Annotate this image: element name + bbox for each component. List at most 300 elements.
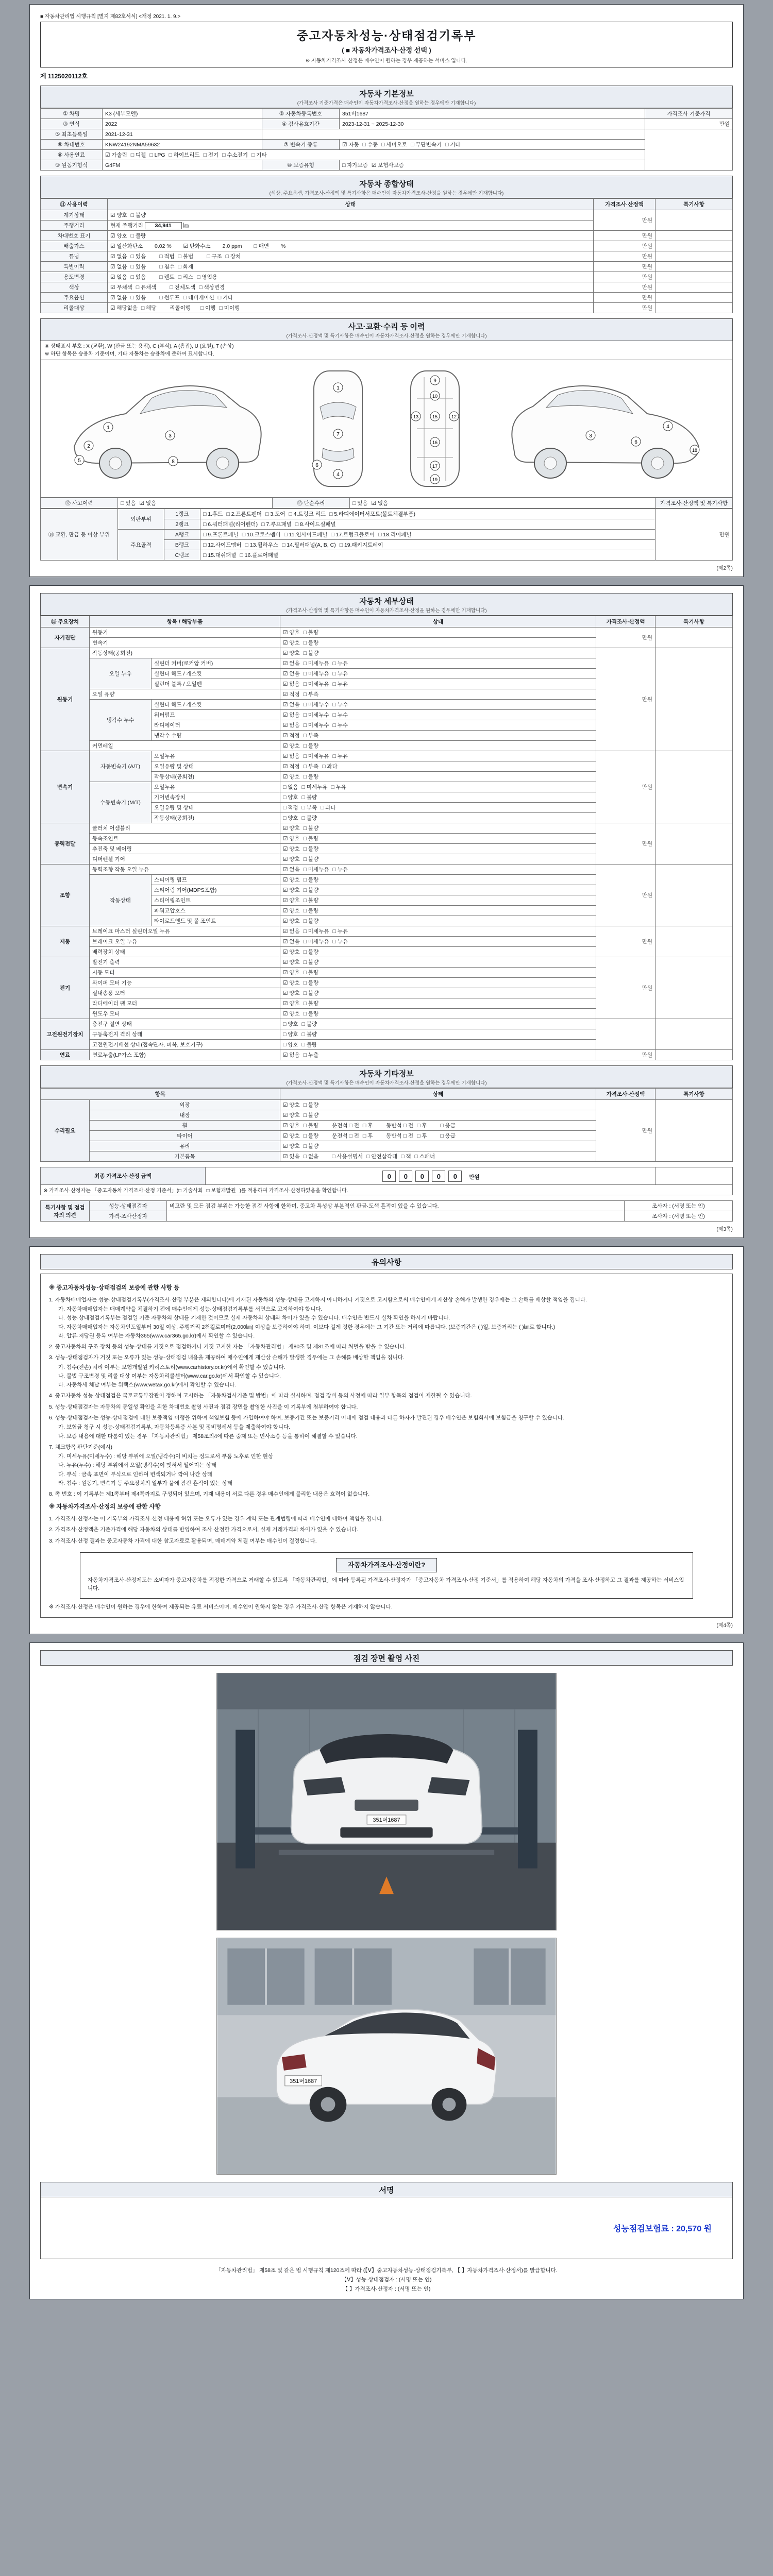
- checkbox-checked[interactable]: ☑ 탄화수소: [183, 243, 211, 249]
- checkbox-unchecked[interactable]: □ 불량: [303, 630, 319, 636]
- row-label: 휠: [90, 1121, 280, 1131]
- svg-text:7: 7: [337, 432, 340, 437]
- tuning-cell: [108, 251, 594, 262]
- price-cell: 만원: [594, 231, 656, 241]
- table-row: [41, 509, 733, 519]
- rank-label: 1랭크: [164, 509, 200, 519]
- checkbox-unchecked[interactable]: □ 불량: [303, 650, 319, 656]
- checkbox-unchecked[interactable]: □ 응급: [440, 1123, 456, 1129]
- checkbox-unchecked[interactable]: □ LPG: [149, 152, 165, 158]
- rankC-checks: [200, 550, 656, 561]
- checkbox-unchecked[interactable]: □ 부족: [303, 733, 319, 739]
- notice-blocks: [49, 1284, 724, 1545]
- checkbox-unchecked[interactable]: □ 하이브리드: [169, 152, 200, 158]
- checkbox-unchecked[interactable]: □ 5.라디에이터서포트(볼트체결부품): [329, 511, 416, 517]
- price-cell: 만원: [594, 293, 656, 303]
- checkbox-unchecked[interactable]: □ 누출: [303, 1052, 319, 1058]
- checkbox-unchecked[interactable]: □ 불량: [303, 959, 319, 965]
- checkbox-checked[interactable]: ☑ 양호: [283, 887, 300, 893]
- checkbox-checked[interactable]: ☑ 양호: [283, 640, 300, 646]
- checkbox-checked[interactable]: ☑ 양호: [283, 1123, 300, 1129]
- item-label: 발전기 출력: [90, 957, 280, 968]
- checkbox-unchecked[interactable]: □ 기타: [251, 152, 267, 158]
- warranty-checks: [340, 160, 645, 171]
- inspector-role: 성능·상태점검자: [90, 1201, 167, 1211]
- checkbox-unchecked[interactable]: □ 미세누유: [303, 867, 329, 873]
- item-label: 작동상태(공회전): [152, 813, 280, 823]
- checkbox-unchecked[interactable]: □ 부족: [303, 764, 319, 770]
- rear-license-plate: 351버1687: [290, 2078, 317, 2084]
- checkbox-unchecked[interactable]: □ 14.필러패널(A, B, C): [282, 542, 336, 548]
- checkbox-unchecked[interactable]: □ 네비게이션: [183, 295, 214, 301]
- checkbox-unchecked[interactable]: □ 4.트렁크 리드: [289, 511, 326, 517]
- checkbox-unchecked[interactable]: □ 누유: [332, 939, 348, 945]
- col-remark: 특기사항: [656, 199, 733, 210]
- checkbox-checked[interactable]: ☑ 양호: [283, 949, 300, 955]
- row-label: 기본품목: [90, 1151, 280, 1162]
- checkbox-unchecked[interactable]: □ 2.프론트펜더: [226, 511, 262, 517]
- item-label: 고전원전기배선 상태(접속단자, 피복, 보호기구): [90, 1040, 280, 1050]
- checkbox-checked[interactable]: ☑ 양호: [110, 233, 127, 239]
- checkbox-unchecked[interactable]: □ 불량: [303, 1112, 319, 1118]
- final-price-unit: 만원: [469, 1174, 480, 1180]
- checkbox-checked[interactable]: ☑ 양호: [283, 856, 300, 862]
- checkbox-unchecked[interactable]: □ 무단변속기: [411, 142, 442, 148]
- checkbox-unchecked[interactable]: □ 기술사회: [178, 1188, 203, 1194]
- checkbox-unchecked[interactable]: □ 불법: [178, 253, 194, 260]
- checkbox-unchecked[interactable]: □ 불량: [303, 825, 319, 832]
- checkbox-unchecked[interactable]: □ 불량: [303, 640, 319, 646]
- checkbox-checked[interactable]: ☑ 양호: [283, 1133, 300, 1139]
- checkbox-unchecked[interactable]: □ 불량: [303, 980, 319, 986]
- checkbox-checked[interactable]: ☑ 양호: [283, 990, 300, 996]
- checkbox-checked[interactable]: ☑ 없음: [283, 681, 300, 687]
- checkbox-unchecked[interactable]: □ 미세누수: [303, 722, 329, 728]
- checkbox-checked[interactable]: ☑ 양호: [283, 980, 300, 986]
- remark-cell: [656, 823, 733, 865]
- checkbox-unchecked[interactable]: □ 미세누유: [303, 753, 329, 759]
- checkbox-unchecked[interactable]: □ 15.대쉬패널: [203, 552, 237, 558]
- checkbox-checked[interactable]: ☑ 무채색: [110, 284, 132, 291]
- checkbox-checked[interactable]: ☑ 없음: [110, 264, 127, 270]
- checkbox-unchecked[interactable]: □ 있음: [130, 264, 146, 270]
- checkbox-unchecked[interactable]: □ 9.프론트패널: [203, 532, 239, 538]
- row-label: 유리: [90, 1141, 280, 1151]
- checkbox-unchecked[interactable]: □ 누유: [332, 867, 348, 873]
- diagram-number-1: [104, 422, 113, 432]
- table-row: [41, 1185, 733, 1195]
- checkbox-checked[interactable]: ☑ 있음: [283, 1154, 300, 1160]
- checkbox-checked[interactable]: ☑ 적정: [283, 691, 300, 698]
- remark-cell: [656, 957, 733, 1019]
- checkbox-unchecked[interactable]: □ 3.도어: [265, 511, 285, 517]
- checkbox-unchecked[interactable]: □ 19.패키지트레이: [339, 542, 383, 548]
- detail-row: [41, 823, 733, 834]
- checkbox-checked[interactable]: ☑ 양호: [283, 650, 300, 656]
- checkbox-checked[interactable]: ☑ 자동: [342, 142, 359, 148]
- checkbox-unchecked[interactable]: □ 과다: [321, 805, 336, 811]
- inspector-opinion-text: 비고란 및 모든 점검 부위는 가능한 점검 사항에 한하며, 중고차 특성상 부분적인 판금·도색 흔적이 있을 수 있습니다.: [167, 1201, 625, 1211]
- checkbox-checked[interactable]: ☑ 양호: [283, 877, 300, 883]
- inspector-opinion-table: [40, 1200, 733, 1222]
- checkbox-checked[interactable]: ☑ 없음: [283, 712, 300, 718]
- checkbox-checked[interactable]: ☑ 일산화탄소: [110, 243, 143, 249]
- checkbox-checked[interactable]: ☑ 양호: [283, 970, 300, 976]
- checkbox-checked[interactable]: ☑ 없음: [283, 753, 300, 759]
- checkbox-unchecked[interactable]: □ 7.루프패널: [261, 521, 292, 528]
- page-marker: (제2쪽): [716, 566, 733, 571]
- svg-text:6: 6: [634, 439, 638, 445]
- notice-body: [40, 1274, 733, 1618]
- checkbox-checked[interactable]: ☑ 양호: [283, 825, 300, 832]
- checkbox-unchecked[interactable]: □ 사용설명서: [332, 1154, 363, 1160]
- diagram-number-3: [165, 431, 175, 440]
- svg-text:19: 19: [432, 477, 438, 482]
- checkbox-checked[interactable]: ☑ 적정: [283, 764, 300, 770]
- remark-cell: [656, 262, 733, 272]
- checkbox-unchecked[interactable]: □ 렌트: [159, 274, 175, 280]
- options-cell: [108, 293, 594, 303]
- checkbox-unchecked[interactable]: □ 불량: [303, 1123, 319, 1129]
- checkbox-unchecked[interactable]: □ 불량: [303, 856, 319, 862]
- checkbox-unchecked[interactable]: □ 불량: [301, 1031, 317, 1038]
- checkbox-unchecked[interactable]: □ 장치: [225, 253, 241, 260]
- price-digit: 0: [399, 1171, 412, 1182]
- checkbox-unchecked[interactable]: □ 기타: [445, 142, 461, 148]
- checkbox-unchecked[interactable]: □ 전기: [203, 152, 219, 158]
- checkbox-unchecked[interactable]: □ 전: [403, 1123, 413, 1129]
- table-row: [41, 272, 733, 282]
- checkbox-unchecked[interactable]: □ 해당: [141, 305, 157, 311]
- accident-history-checks: [118, 498, 273, 509]
- meter-state-checks: [108, 210, 594, 221]
- checkbox-unchecked[interactable]: □ 미세누유: [303, 660, 329, 667]
- checkbox-unchecked[interactable]: □ 불량: [301, 1021, 317, 1027]
- checkbox-unchecked[interactable]: □ 16.플로어패널: [240, 552, 279, 558]
- table-row: [41, 1100, 733, 1110]
- checkbox-unchecked[interactable]: □ 11.인사이드패널: [284, 532, 328, 538]
- price-cell: 만원: [596, 1050, 656, 1060]
- checkbox-unchecked[interactable]: □ 누유: [331, 784, 346, 790]
- checkbox-checked[interactable]: ☑ 양호: [283, 1102, 300, 1108]
- checkbox-unchecked[interactable]: □ 12.사이드멤버: [203, 542, 242, 548]
- item-state-checks: [280, 865, 596, 875]
- detail-row: [41, 926, 733, 937]
- checkbox-unchecked[interactable]: □ 보험개발원: [206, 1188, 236, 1194]
- price-appraisal-infobox: [80, 1552, 693, 1599]
- checkbox-checked[interactable]: ☑ 양호: [283, 897, 300, 904]
- col-state: 상태: [280, 616, 596, 628]
- checkbox-unchecked[interactable]: □ 있음: [352, 500, 368, 506]
- item-state-checks: [280, 947, 596, 957]
- checkbox-unchecked[interactable]: □ 잭: [401, 1154, 411, 1160]
- field-label: ⑤ 최초등록일: [41, 129, 103, 140]
- checkbox-unchecked[interactable]: □ 미세누수: [303, 702, 329, 708]
- price-cell: 만원: [596, 648, 656, 751]
- item-label: 충전구 절연 상태: [90, 1019, 280, 1029]
- checkbox-checked[interactable]: ☑ 양호: [283, 774, 300, 780]
- checkbox-checked[interactable]: ☑ 없음: [283, 928, 300, 935]
- checkbox-unchecked[interactable]: □ 있음: [130, 253, 146, 260]
- item-state-checks: [280, 1009, 596, 1019]
- checkbox-checked[interactable]: ☑ 양호: [283, 630, 300, 636]
- rankB-checks: [200, 540, 656, 550]
- checkbox-unchecked[interactable]: □ 8.사이드실패널: [295, 521, 336, 528]
- checkbox-unchecked[interactable]: □ 자가보증: [342, 162, 368, 168]
- checkbox-unchecked[interactable]: □ 침수: [159, 264, 175, 270]
- checkbox-unchecked[interactable]: □ 불량: [303, 990, 319, 996]
- checkbox-unchecked[interactable]: □ 불량: [303, 1001, 319, 1007]
- item-state-checks: [280, 978, 596, 988]
- price-cell: 만원: [596, 957, 656, 1019]
- device-name: 전기: [41, 957, 90, 1019]
- checkbox-unchecked[interactable]: □ 불량: [130, 233, 146, 239]
- checkbox-unchecked[interactable]: □ 불량: [303, 918, 319, 924]
- checkbox-unchecked[interactable]: □ 스패너: [414, 1154, 435, 1160]
- checkbox-checked[interactable]: ☑ 없음: [110, 253, 127, 260]
- document-number: 제 1125020112호: [40, 73, 88, 80]
- diagram-number-19: [430, 474, 440, 484]
- rank-label: A랭크: [164, 530, 200, 540]
- checkbox-unchecked[interactable]: □ 양호: [283, 815, 298, 821]
- checkbox-checked[interactable]: ☑ 양호: [283, 836, 300, 842]
- checkbox-unchecked[interactable]: □ 불량: [303, 1102, 319, 1108]
- checkbox-unchecked[interactable]: □ 미세누수: [303, 712, 329, 718]
- checkbox-checked[interactable]: ☑ 없음: [283, 1052, 300, 1058]
- table-row: [41, 498, 733, 509]
- checkbox-unchecked[interactable]: □ 없음: [303, 1154, 319, 1160]
- item-state-checks: [280, 648, 596, 658]
- wheel-driver-label: 운전석: [332, 1123, 348, 1129]
- checkbox-unchecked[interactable]: □ 불량: [303, 970, 319, 976]
- checkbox-unchecked[interactable]: □ 18.리어패널: [378, 532, 412, 538]
- col-item: 항목 / 해당부품: [90, 616, 280, 628]
- item-state-checks: [280, 926, 596, 937]
- checkbox-unchecked[interactable]: □ 6.쿼터패널(리어펜더): [203, 521, 258, 528]
- section-signature: [40, 2182, 733, 2197]
- checkbox-unchecked[interactable]: □ 수동: [362, 142, 378, 148]
- co-value: 0.02 %: [155, 243, 172, 249]
- checkbox-unchecked[interactable]: □ 불량: [303, 897, 319, 904]
- checkbox-unchecked[interactable]: □ 썬루프: [159, 295, 180, 301]
- checkbox-unchecked[interactable]: □ 불량: [303, 836, 319, 842]
- legend-line-1: ※ 상태표시 부호 : X (교환), W (판금 또는 용접), C (부식), A (흠집), U (요철), T (손상): [45, 344, 234, 349]
- checkbox-unchecked[interactable]: □ 불량: [303, 1011, 319, 1017]
- col-state: 상태: [108, 199, 594, 210]
- item-state-checks: [280, 937, 596, 947]
- checkbox-unchecked[interactable]: □ 있음: [130, 274, 146, 280]
- field-label: ⑩ 보증유형: [262, 160, 340, 171]
- glass-checks: [280, 1141, 596, 1151]
- checkbox-unchecked[interactable]: □ 17.트렁크플로어: [331, 532, 375, 538]
- checkbox-checked[interactable]: ☑ 가솔린: [105, 152, 127, 158]
- checkbox-checked[interactable]: ☑ 적정: [283, 733, 300, 739]
- checkbox-checked[interactable]: ☑ 없음: [283, 867, 300, 873]
- hc-check: [183, 243, 214, 249]
- checkbox-unchecked[interactable]: □ 누유: [332, 671, 348, 677]
- checkbox-unchecked[interactable]: □ 미세누유: [303, 939, 329, 945]
- checkbox-checked[interactable]: ☑ 없음: [283, 702, 300, 708]
- checkbox-unchecked[interactable]: □ 이행: [200, 305, 216, 311]
- standard-book-checks: [178, 1188, 240, 1194]
- checkbox-unchecked[interactable]: □ 불량: [303, 877, 319, 883]
- checkbox-checked[interactable]: ☑ 없음: [283, 939, 300, 945]
- checkbox-checked[interactable]: ☑ 없음: [371, 500, 389, 506]
- checkbox-unchecked[interactable]: □ 누수: [332, 702, 348, 708]
- car-diagram-rear-quarter: [498, 364, 714, 493]
- diagram-number-9: [430, 376, 440, 385]
- checkbox-checked[interactable]: ☑ 양호: [283, 1011, 300, 1017]
- checkbox-checked[interactable]: ☑ 없음: [110, 274, 127, 280]
- checkbox-checked[interactable]: ☑ 양호: [110, 212, 127, 218]
- infobox-title: 자동차가격조사·산정이란?: [336, 1558, 437, 1572]
- checkbox-checked[interactable]: ☑ 없음: [283, 671, 300, 677]
- checkbox-unchecked[interactable]: □ 화재: [178, 264, 194, 270]
- diagram-number-5: [75, 455, 84, 465]
- checkbox-unchecked[interactable]: □ 미세누유: [303, 681, 329, 687]
- checkbox-unchecked[interactable]: □ 불량: [303, 774, 319, 780]
- inspector-sign: 조사자 : (서명 또는 인): [625, 1201, 733, 1211]
- checkbox-unchecked[interactable]: □ 누유: [332, 681, 348, 687]
- checkbox-checked[interactable]: ☑ 양호: [283, 918, 300, 924]
- checkbox-checked[interactable]: ☑ 없음: [283, 722, 300, 728]
- checkbox-unchecked[interactable]: □ 전체도색: [170, 284, 196, 291]
- checkbox-checked[interactable]: ☑ 양호: [283, 959, 300, 965]
- notice-sub: 나. 누유(누수) : 해당 부위에서 오일(냉각수)이 맺혀서 떨어지는 상태: [58, 1462, 216, 1469]
- checkbox-unchecked[interactable]: □ 매연: [254, 243, 269, 249]
- checkbox-unchecked[interactable]: □ 양호: [283, 1031, 298, 1038]
- checkbox-unchecked[interactable]: □ 미세누유: [301, 784, 328, 790]
- diagram-number-10: [430, 391, 440, 400]
- item-state-checks: [280, 813, 596, 823]
- detail-row: [41, 865, 733, 875]
- checkbox-unchecked[interactable]: □ 양호: [283, 1042, 298, 1048]
- checkbox-unchecked[interactable]: □ 누수: [332, 722, 348, 728]
- checkbox-unchecked[interactable]: □ 누유: [332, 660, 348, 667]
- checkbox-unchecked[interactable]: □ 양호: [283, 1021, 298, 1027]
- checkbox-unchecked[interactable]: □ 수소전기: [222, 152, 248, 158]
- svg-text:5: 5: [77, 458, 81, 464]
- checkbox-unchecked[interactable]: □ 있음: [121, 500, 136, 506]
- notice-item: 2. 가격조사·산정액은 기준가격에 해당 자동차의 상태를 반영하여 조사·산정한 가격으로서, 실제 거래가격과 차이가 있을 수 있습니다.: [49, 1527, 359, 1533]
- section-photos: [40, 1650, 733, 1666]
- checkbox-checked[interactable]: ☑ 보험사보증: [371, 162, 404, 168]
- inspection-photo-rear: [40, 1938, 733, 2175]
- checkbox-checked[interactable]: ☑ 없음: [139, 500, 157, 506]
- checkbox-unchecked[interactable]: □ 있음: [130, 295, 146, 301]
- checkbox-unchecked[interactable]: □ 적법: [159, 253, 175, 260]
- car-name-value: K3 (세부모델): [103, 109, 262, 119]
- checkbox-unchecked[interactable]: □ 리스: [178, 274, 194, 280]
- price-digit: 0: [432, 1171, 445, 1182]
- checkbox-unchecked[interactable]: □ 후: [416, 1133, 427, 1139]
- price-cell: 만원: [596, 926, 656, 957]
- price-cell: 만원: [596, 751, 656, 823]
- checkbox-unchecked[interactable]: □ 불량: [303, 846, 319, 852]
- checkbox-unchecked[interactable]: □ 13.휠하우스: [245, 542, 279, 548]
- checkbox-unchecked[interactable]: □ 불량: [303, 743, 319, 749]
- exchange-parts-table: [40, 509, 733, 561]
- checkbox-unchecked[interactable]: □ 불량: [303, 887, 319, 893]
- row-label: 차대번호 표기: [41, 231, 108, 241]
- remark-cell: [656, 293, 733, 303]
- checkbox-unchecked[interactable]: □ 미세누유: [303, 928, 329, 935]
- checkbox-unchecked[interactable]: □ 디젤: [130, 152, 146, 158]
- checkbox-unchecked[interactable]: □ 불량: [301, 815, 317, 821]
- checkbox-unchecked[interactable]: □ 미세누유: [303, 671, 329, 677]
- checkbox-checked[interactable]: ☑ 없음: [110, 295, 127, 301]
- checkbox-unchecked[interactable]: □ 부족: [301, 805, 317, 811]
- device-name: 제동: [41, 926, 90, 957]
- checkbox-unchecked[interactable]: □ 안전삼각대: [366, 1154, 398, 1160]
- diagram-number-2: [84, 441, 93, 450]
- transmission-checks: [340, 140, 645, 150]
- checkbox-unchecked[interactable]: □ 기타: [217, 295, 233, 301]
- checkbox-unchecked[interactable]: □ 없음: [283, 784, 298, 790]
- item-state-checks: [280, 895, 596, 906]
- checkbox-unchecked[interactable]: □ 양호: [283, 794, 298, 801]
- checkbox-unchecked[interactable]: □ 세미오토: [381, 142, 408, 148]
- notice-item: 3. 가격조사·산정 결과는 중고자동차 가격에 대한 참고자료로 활용되며, 매매계약 체결 여부는 매수인이 결정합니다.: [49, 1537, 317, 1544]
- checkbox-unchecked[interactable]: □ 불량: [301, 1042, 317, 1048]
- checkbox-unchecked[interactable]: □ 전: [403, 1133, 413, 1139]
- checkbox-checked[interactable]: ☑ 양호: [283, 1143, 300, 1149]
- checkbox-unchecked[interactable]: □ 전: [349, 1123, 359, 1129]
- checkbox-unchecked[interactable]: □ 불량: [303, 908, 319, 914]
- item-label: 스티어링 펌프: [152, 875, 280, 885]
- checkbox-unchecked[interactable]: □ 구조: [207, 253, 222, 260]
- price-cell: [596, 1019, 656, 1050]
- item-label: 스티어링조인트: [152, 895, 280, 906]
- row-label: 리콜대상: [41, 303, 108, 313]
- checkbox-unchecked[interactable]: □ 영업용: [197, 274, 217, 280]
- checkbox-unchecked[interactable]: □ 불량: [130, 212, 146, 218]
- checkbox-unchecked[interactable]: □ 누수: [332, 712, 348, 718]
- checkbox-unchecked[interactable]: □ 불량: [301, 794, 317, 801]
- checkbox-unchecked[interactable]: □ 불량: [303, 1143, 319, 1149]
- checkbox-checked[interactable]: ☑ 양호: [283, 908, 300, 914]
- checkbox-unchecked[interactable]: □ 응급: [440, 1133, 456, 1139]
- checkbox-checked[interactable]: ☑ 양호: [283, 846, 300, 852]
- overall-state-table: [40, 198, 733, 313]
- checkbox-checked[interactable]: ☑ 양호: [283, 743, 300, 749]
- checkbox-unchecked[interactable]: □ 미이행: [219, 305, 240, 311]
- checkbox-unchecked[interactable]: □ 누유: [332, 753, 348, 759]
- checkbox-unchecked[interactable]: □ 불량: [303, 1133, 319, 1139]
- checkbox-checked[interactable]: ☑ 해당없음: [110, 305, 138, 311]
- checkbox-checked[interactable]: ☑ 양호: [283, 1112, 300, 1118]
- page-3: [29, 1246, 744, 1634]
- checkbox-unchecked[interactable]: □ 적정: [283, 805, 298, 811]
- checkbox-unchecked[interactable]: □ 1.후드: [203, 511, 223, 517]
- checkbox-unchecked[interactable]: □ 후: [362, 1133, 373, 1139]
- checkbox-unchecked[interactable]: □ 유채색: [136, 284, 157, 291]
- item-label: 오일유량 및 상태: [152, 803, 280, 813]
- checkbox-unchecked[interactable]: □ 누유: [332, 928, 348, 935]
- checkbox-unchecked[interactable]: □ 후: [416, 1123, 427, 1129]
- checkbox-unchecked[interactable]: □ 색상변경: [199, 284, 225, 291]
- checkbox-checked[interactable]: ☑ 없음: [283, 660, 300, 667]
- checkbox-unchecked[interactable]: □ 후: [362, 1123, 373, 1129]
- checkbox-checked[interactable]: ☑ 양호: [283, 1001, 300, 1007]
- checkbox-unchecked[interactable]: □ 불량: [303, 949, 319, 955]
- table-row: [41, 293, 733, 303]
- checkbox-unchecked[interactable]: □ 10.크로스멤버: [242, 532, 281, 538]
- checkbox-unchecked[interactable]: □ 과다: [322, 764, 338, 770]
- form-reference: ■ 자동차관리법 시행규칙 [별지 제82호서식] <개정 2021. 1. 9.>: [40, 14, 181, 20]
- checkbox-unchecked[interactable]: □ 부족: [303, 691, 319, 698]
- checkbox-unchecked[interactable]: □ 전: [349, 1133, 359, 1139]
